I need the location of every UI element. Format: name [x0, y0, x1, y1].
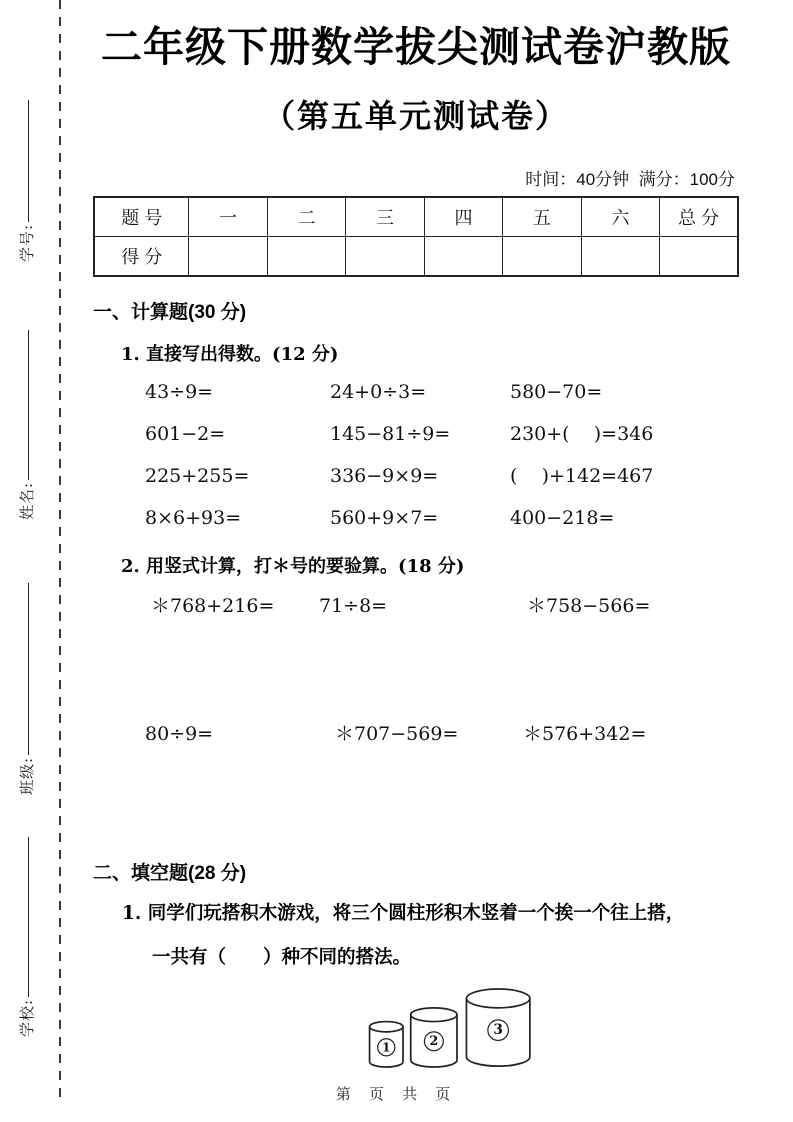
score-cell-empty	[346, 237, 424, 277]
margin-label-name	[16, 310, 42, 520]
expression: 336−9×9=	[330, 465, 439, 488]
score-table-header-cell: 六	[581, 197, 659, 237]
score-cell-empty	[581, 237, 659, 277]
expression: 580−70=	[510, 381, 603, 404]
vertical-calc-row-1	[93, 594, 739, 618]
expression: 225+255=	[145, 465, 250, 488]
score-table-header-cell: 一	[189, 197, 267, 237]
score-cell-empty	[503, 237, 581, 277]
starred-expression: ＊768+216=	[151, 595, 275, 618]
starred-expression: ＊707−569=	[335, 723, 459, 746]
expression: 145−81÷9=	[330, 423, 451, 446]
school-label: 学校:	[18, 998, 36, 1037]
page-subtitle: （第五单元测试卷）	[262, 98, 569, 135]
section-1-q2-label: 2. 用竖式计算，打＊号的要验算。(18 分)	[121, 556, 465, 578]
page-footer: 第 页 共 页	[335, 1086, 458, 1103]
student-id-label: 学号:	[18, 223, 36, 262]
cylinder-label-3: 3	[493, 1022, 503, 1039]
score-table-score-row	[94, 237, 738, 277]
cylinder-label-1: 1	[382, 1040, 391, 1055]
expression: 560+9×7=	[330, 507, 439, 530]
section-1-q1-label: 1. 直接写出得数。(12 分)	[121, 344, 339, 366]
score-table-header-cell: 题 号	[94, 197, 189, 237]
cylinder-1	[370, 1022, 403, 1067]
class-blank-line	[28, 583, 29, 755]
cylinder-figure	[365, 983, 537, 1073]
expression: 230+( )=346	[510, 423, 654, 446]
name-blank-line	[28, 330, 29, 480]
page-title: 二年级下册数学拔尖测试卷沪教版	[101, 24, 731, 70]
cylinder-3	[466, 989, 529, 1066]
vertical-calc-row-2	[93, 722, 739, 746]
score-table-header-cell: 总 分	[660, 197, 738, 237]
expression: 24+0÷3=	[330, 381, 427, 404]
section-2-heading: 二、填空题(28 分)	[93, 863, 247, 885]
score-row-label: 得 分	[94, 237, 189, 277]
mental-math-grid	[93, 380, 739, 530]
expression: 400−218=	[510, 507, 615, 530]
expression: ( )+142=467	[510, 465, 654, 488]
score-cell-empty	[189, 237, 267, 277]
name-label: 姓名:	[18, 481, 36, 520]
margin-label-class	[16, 560, 42, 795]
expression: 601−2=	[145, 423, 226, 446]
score-table-header-row	[94, 197, 738, 237]
expression: 43÷9=	[145, 381, 214, 404]
cylinder-2	[411, 1008, 457, 1067]
binding-dashed-line	[59, 0, 61, 1100]
score-cell-empty	[267, 237, 345, 277]
margin-label-student-id	[16, 80, 42, 262]
student-id-blank-line	[28, 100, 29, 222]
score-cell-empty	[424, 237, 502, 277]
score-cell-empty	[660, 237, 738, 277]
score-table-header-cell: 二	[267, 197, 345, 237]
score-table-header-cell: 五	[503, 197, 581, 237]
expression: 8×6+93=	[145, 507, 242, 530]
score-table-header-cell: 四	[424, 197, 502, 237]
expression: 80÷9=	[145, 723, 214, 746]
fill-blank-question-line-2: 一共有（ ）种不同的搭法。	[152, 947, 412, 969]
school-blank-line	[28, 837, 29, 997]
main-content	[93, 0, 739, 1073]
expression: 71÷8=	[319, 595, 388, 618]
score-table	[93, 196, 739, 277]
starred-expression: ＊758−566=	[527, 595, 651, 618]
section-1-heading: 一、计算题(30 分)	[93, 302, 247, 324]
time-and-score-info: 时间：40分钟 满分：100分	[525, 170, 735, 190]
margin-label-school	[16, 815, 42, 1037]
starred-expression: ＊576+342=	[523, 723, 647, 746]
fill-blank-question-line-1: 1. 同学们玩搭积木游戏，将三个圆柱形积木竖着一个挨一个往上搭，	[122, 903, 685, 925]
score-table-header-cell: 三	[346, 197, 424, 237]
cylinder-label-2: 2	[429, 1033, 439, 1049]
class-label: 班级:	[18, 756, 36, 795]
